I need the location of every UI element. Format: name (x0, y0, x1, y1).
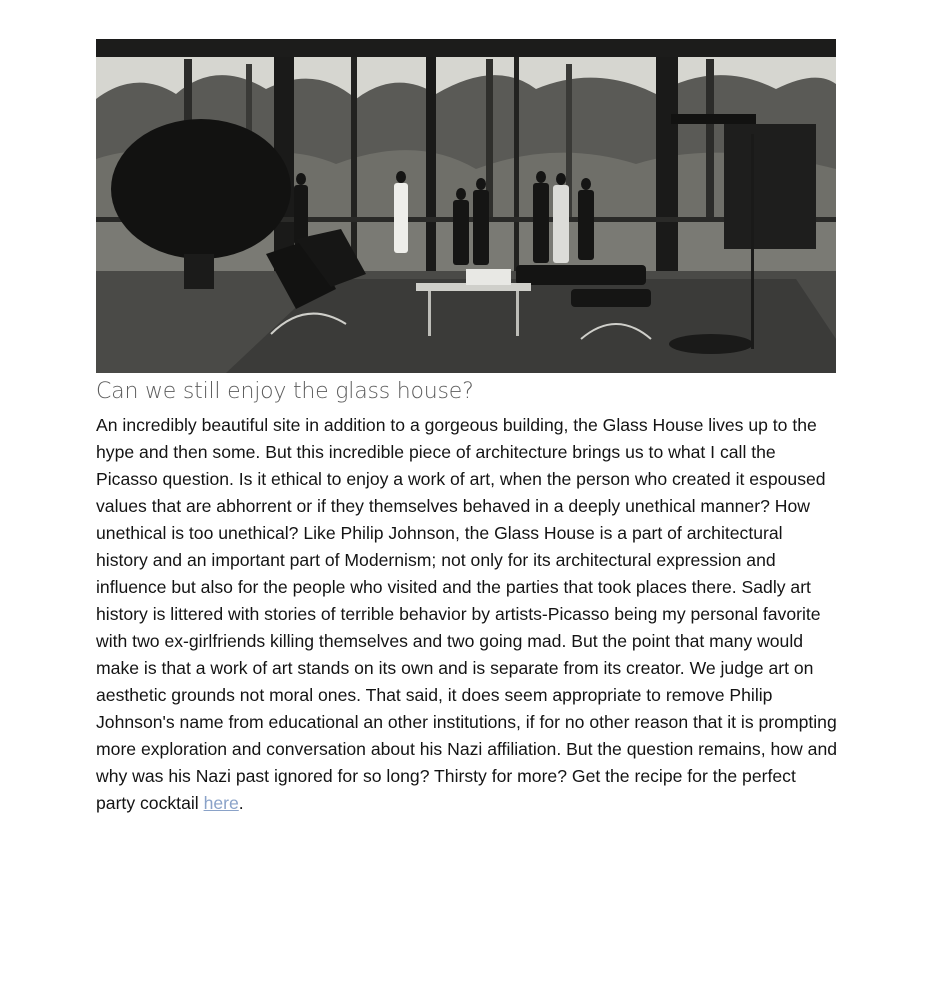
article-trailing-punctuation: . (238, 793, 244, 813)
article-title: Can we still enjoy the glass house? (96, 379, 474, 404)
cocktail-recipe-link[interactable]: here (203, 793, 239, 813)
article-body-text: An incredibly beautiful site in addition to a gorgeous building, the Glass House lives up to the hype and then some. But this incredible piece of architecture brings us to what I call the Picasso question. Is it ethical to enjoy a work of art, when the person who created it espoused values that are abhorrent or if they themselves behaved in a deeply unethical manner? How unethical is too unethical? Like Philip Johnson, the Glass House is a part of architectural history and an important part of Modernism; not only for its architectural expression and influence but also for the people who visited and the parties that took places there. Sadly art history is littered with stories of terrible behavior by artists-Picasso being my personal favorite with two ex-girlfriends killing themselves and two going mad. But the point that many would make is that a work of art stands on its own and is separate from its creator. We judge art on aesthetic grounds not moral ones. That said, it does seem appropriate to remove Philip Johnson's name from educational an other institutions, if for no other reason that it is prompting more exploration and conversation about his Nazi affiliation. But the question remains, how and why was his Nazi past ignored for so long? Thirsty for more? Get the recipe for the perfect party cocktail (96, 415, 838, 813)
article-body (96, 412, 838, 817)
glass-house-photo (96, 39, 836, 373)
